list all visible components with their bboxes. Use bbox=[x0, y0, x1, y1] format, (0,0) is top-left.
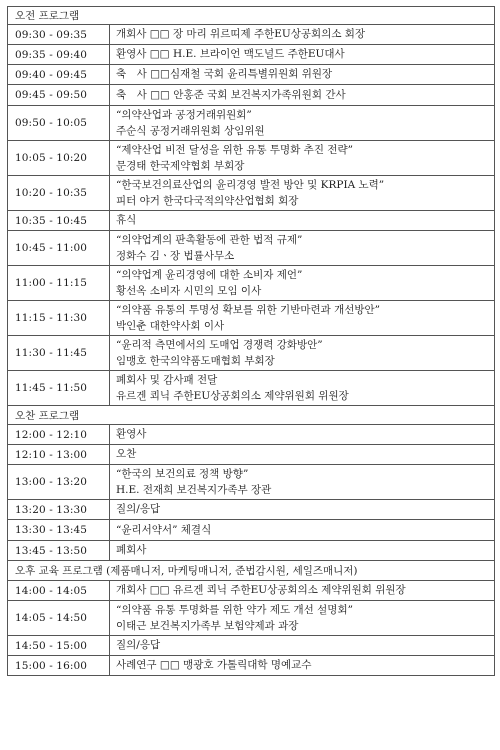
schedule-row bbox=[8, 656, 494, 676]
session-title: 폐회사 및 감사패 전달 bbox=[116, 373, 218, 386]
session-cell bbox=[110, 541, 494, 560]
session-title: 사례연구 □□ 맹광호 가톨릭대학 명예교수 bbox=[116, 659, 312, 672]
section-title: 오전 프로그램 bbox=[8, 7, 494, 25]
time-cell: 14:05 - 14:50 bbox=[8, 601, 110, 635]
session-title: “한국의 보건의료 정책 방향” bbox=[116, 467, 249, 480]
session-cell bbox=[110, 581, 494, 600]
section-title: 오후 교육 프로그램 (제품매니저, 마케팅매니저, 준법감시원, 세일즈매니저) bbox=[8, 561, 494, 581]
session-title: “의약품 유통의 투명성 확보를 위한 기반마련과 개선방안” bbox=[116, 303, 381, 316]
time-cell: 09:35 - 09:40 bbox=[8, 45, 110, 64]
schedule-row bbox=[8, 45, 494, 65]
time-cell: 15:00 - 16:00 bbox=[8, 656, 110, 675]
schedule-row bbox=[8, 25, 494, 45]
schedule-row bbox=[8, 541, 494, 561]
session-title: 휴식 bbox=[116, 214, 137, 227]
session-speaker: 이태근 보건복지가족부 보험약제과 과장 bbox=[116, 620, 299, 632]
time-cell: 11:30 - 11:45 bbox=[8, 336, 110, 370]
schedule-row bbox=[8, 85, 494, 106]
schedule-row bbox=[8, 371, 494, 406]
schedule-row bbox=[8, 211, 494, 231]
session-title: “의약업계 윤리경영에 대한 소비자 제언” bbox=[116, 268, 303, 281]
time-cell: 12:10 - 13:00 bbox=[8, 445, 110, 464]
session-title: “윤리서약서” 체결식 bbox=[116, 523, 212, 536]
schedule-row bbox=[8, 65, 494, 85]
session-title: “의약품 유통 투명화를 위한 약가 제도 개선 설명회” bbox=[116, 603, 353, 616]
session-cell bbox=[110, 336, 494, 370]
session-speaker: 박인춘 대한약사회 이사 bbox=[116, 320, 225, 332]
schedule-row bbox=[8, 601, 494, 636]
session-title: “한국보건의료산업의 윤리경영 발전 방안 및 KRPIA 노력” bbox=[116, 178, 385, 191]
time-cell: 13:20 - 13:30 bbox=[8, 500, 110, 519]
session-title: “의약산업과 공정거래위원회” bbox=[116, 108, 252, 121]
session-title: “의약업계의 판촉활동에 관한 법적 규제” bbox=[116, 233, 303, 246]
time-cell: 13:45 - 13:50 bbox=[8, 541, 110, 560]
time-cell: 11:15 - 11:30 bbox=[8, 301, 110, 335]
session-speaker: 문경태 한국제약협회 부회장 bbox=[116, 160, 245, 172]
schedule-row bbox=[8, 336, 494, 371]
time-cell: 09:30 - 09:35 bbox=[8, 25, 110, 44]
time-cell: 11:00 - 11:15 bbox=[8, 266, 110, 300]
session-cell bbox=[110, 231, 494, 265]
session-speaker: 주순식 공정거래위원회 상임위원 bbox=[116, 125, 265, 137]
schedule-row bbox=[8, 231, 494, 266]
session-cell bbox=[110, 176, 494, 210]
session-title: 축 사 □□ 안홍준 국회 보건복지가족위원회 간사 bbox=[116, 88, 346, 101]
schedule-row bbox=[8, 141, 494, 176]
session-cell bbox=[110, 301, 494, 335]
time-cell: 10:35 - 10:45 bbox=[8, 211, 110, 230]
schedule-row bbox=[8, 301, 494, 336]
time-cell: 14:00 - 14:05 bbox=[8, 581, 110, 600]
time-cell: 13:00 - 13:20 bbox=[8, 465, 110, 499]
session-title: 개회사 □□ 유르겐 쾨닉 주한EU상공회의소 제약위원회 위원장 bbox=[116, 584, 406, 597]
session-speaker: 유르겐 쾨닉 주한EU상공회의소 제약위원회 위원장 bbox=[116, 390, 349, 402]
session-cell bbox=[110, 520, 494, 540]
session-cell bbox=[110, 425, 494, 444]
session-cell bbox=[110, 25, 494, 44]
schedule-row bbox=[8, 425, 494, 445]
section-title: 오찬 프로그램 bbox=[8, 406, 494, 425]
session-title: 폐회사 bbox=[116, 544, 147, 557]
time-cell: 12:00 - 12:10 bbox=[8, 425, 110, 444]
session-title: 질의/응답 bbox=[116, 639, 161, 652]
session-title: “윤리적 측면에서의 도매업 경쟁력 강화방안” bbox=[116, 338, 323, 351]
session-title: 오찬 bbox=[116, 448, 137, 461]
session-title: 환영사 □□ H.E. 브라이언 맥도널드 주한EU대사 bbox=[116, 48, 345, 61]
session-cell bbox=[110, 465, 494, 499]
time-cell: 09:50 - 10:05 bbox=[8, 106, 110, 140]
schedule-row bbox=[8, 500, 494, 520]
session-title: 환영사 bbox=[116, 428, 147, 441]
schedule-row bbox=[8, 445, 494, 465]
schedule-row bbox=[8, 636, 494, 656]
program-table bbox=[7, 6, 495, 676]
session-cell bbox=[110, 656, 494, 675]
schedule-row bbox=[8, 266, 494, 301]
schedule-row bbox=[8, 520, 494, 541]
time-cell: 11:45 - 11:50 bbox=[8, 371, 110, 405]
time-cell: 14:50 - 15:00 bbox=[8, 636, 110, 655]
session-cell bbox=[110, 141, 494, 175]
session-title: 질의/응답 bbox=[116, 503, 161, 516]
schedule-row bbox=[8, 176, 494, 211]
session-cell bbox=[110, 636, 494, 655]
session-cell bbox=[110, 85, 494, 105]
session-cell bbox=[110, 601, 494, 635]
session-cell bbox=[110, 371, 494, 405]
schedule-row bbox=[8, 581, 494, 601]
schedule-row bbox=[8, 106, 494, 141]
session-cell bbox=[110, 45, 494, 64]
time-cell: 09:45 - 09:50 bbox=[8, 85, 110, 105]
session-speaker: 황선옥 소비자 시민의 모임 이사 bbox=[116, 285, 262, 297]
session-speaker: 임맹호 한국의약품도매협회 부회장 bbox=[116, 355, 275, 367]
session-title: 축 사 □□심재철 국회 윤리특별위원회 위원장 bbox=[116, 68, 333, 81]
session-speaker: 피터 야거 한국다국적의약산업협회 회장 bbox=[116, 195, 299, 207]
session-speaker: 정화수 김ㆍ장 법률사무소 bbox=[116, 250, 235, 262]
session-title: 개회사 □□ 장 마리 위르띠제 주한EU상공회의소 회장 bbox=[116, 28, 366, 41]
time-cell: 10:05 - 10:20 bbox=[8, 141, 110, 175]
time-cell: 10:45 - 11:00 bbox=[8, 231, 110, 265]
session-title: “제약산업 비전 달성을 위한 유통 투명화 추진 전략” bbox=[116, 143, 353, 156]
session-cell bbox=[110, 106, 494, 140]
session-cell bbox=[110, 266, 494, 300]
session-speaker: H.E. 전재희 보건복지가족부 장관 bbox=[116, 484, 272, 496]
schedule-row bbox=[8, 465, 494, 500]
time-cell: 09:40 - 09:45 bbox=[8, 65, 110, 84]
time-cell: 10:20 - 10:35 bbox=[8, 176, 110, 210]
session-cell bbox=[110, 211, 494, 230]
session-cell bbox=[110, 500, 494, 519]
session-cell bbox=[110, 65, 494, 84]
session-cell bbox=[110, 445, 494, 464]
time-cell: 13:30 - 13:45 bbox=[8, 520, 110, 540]
